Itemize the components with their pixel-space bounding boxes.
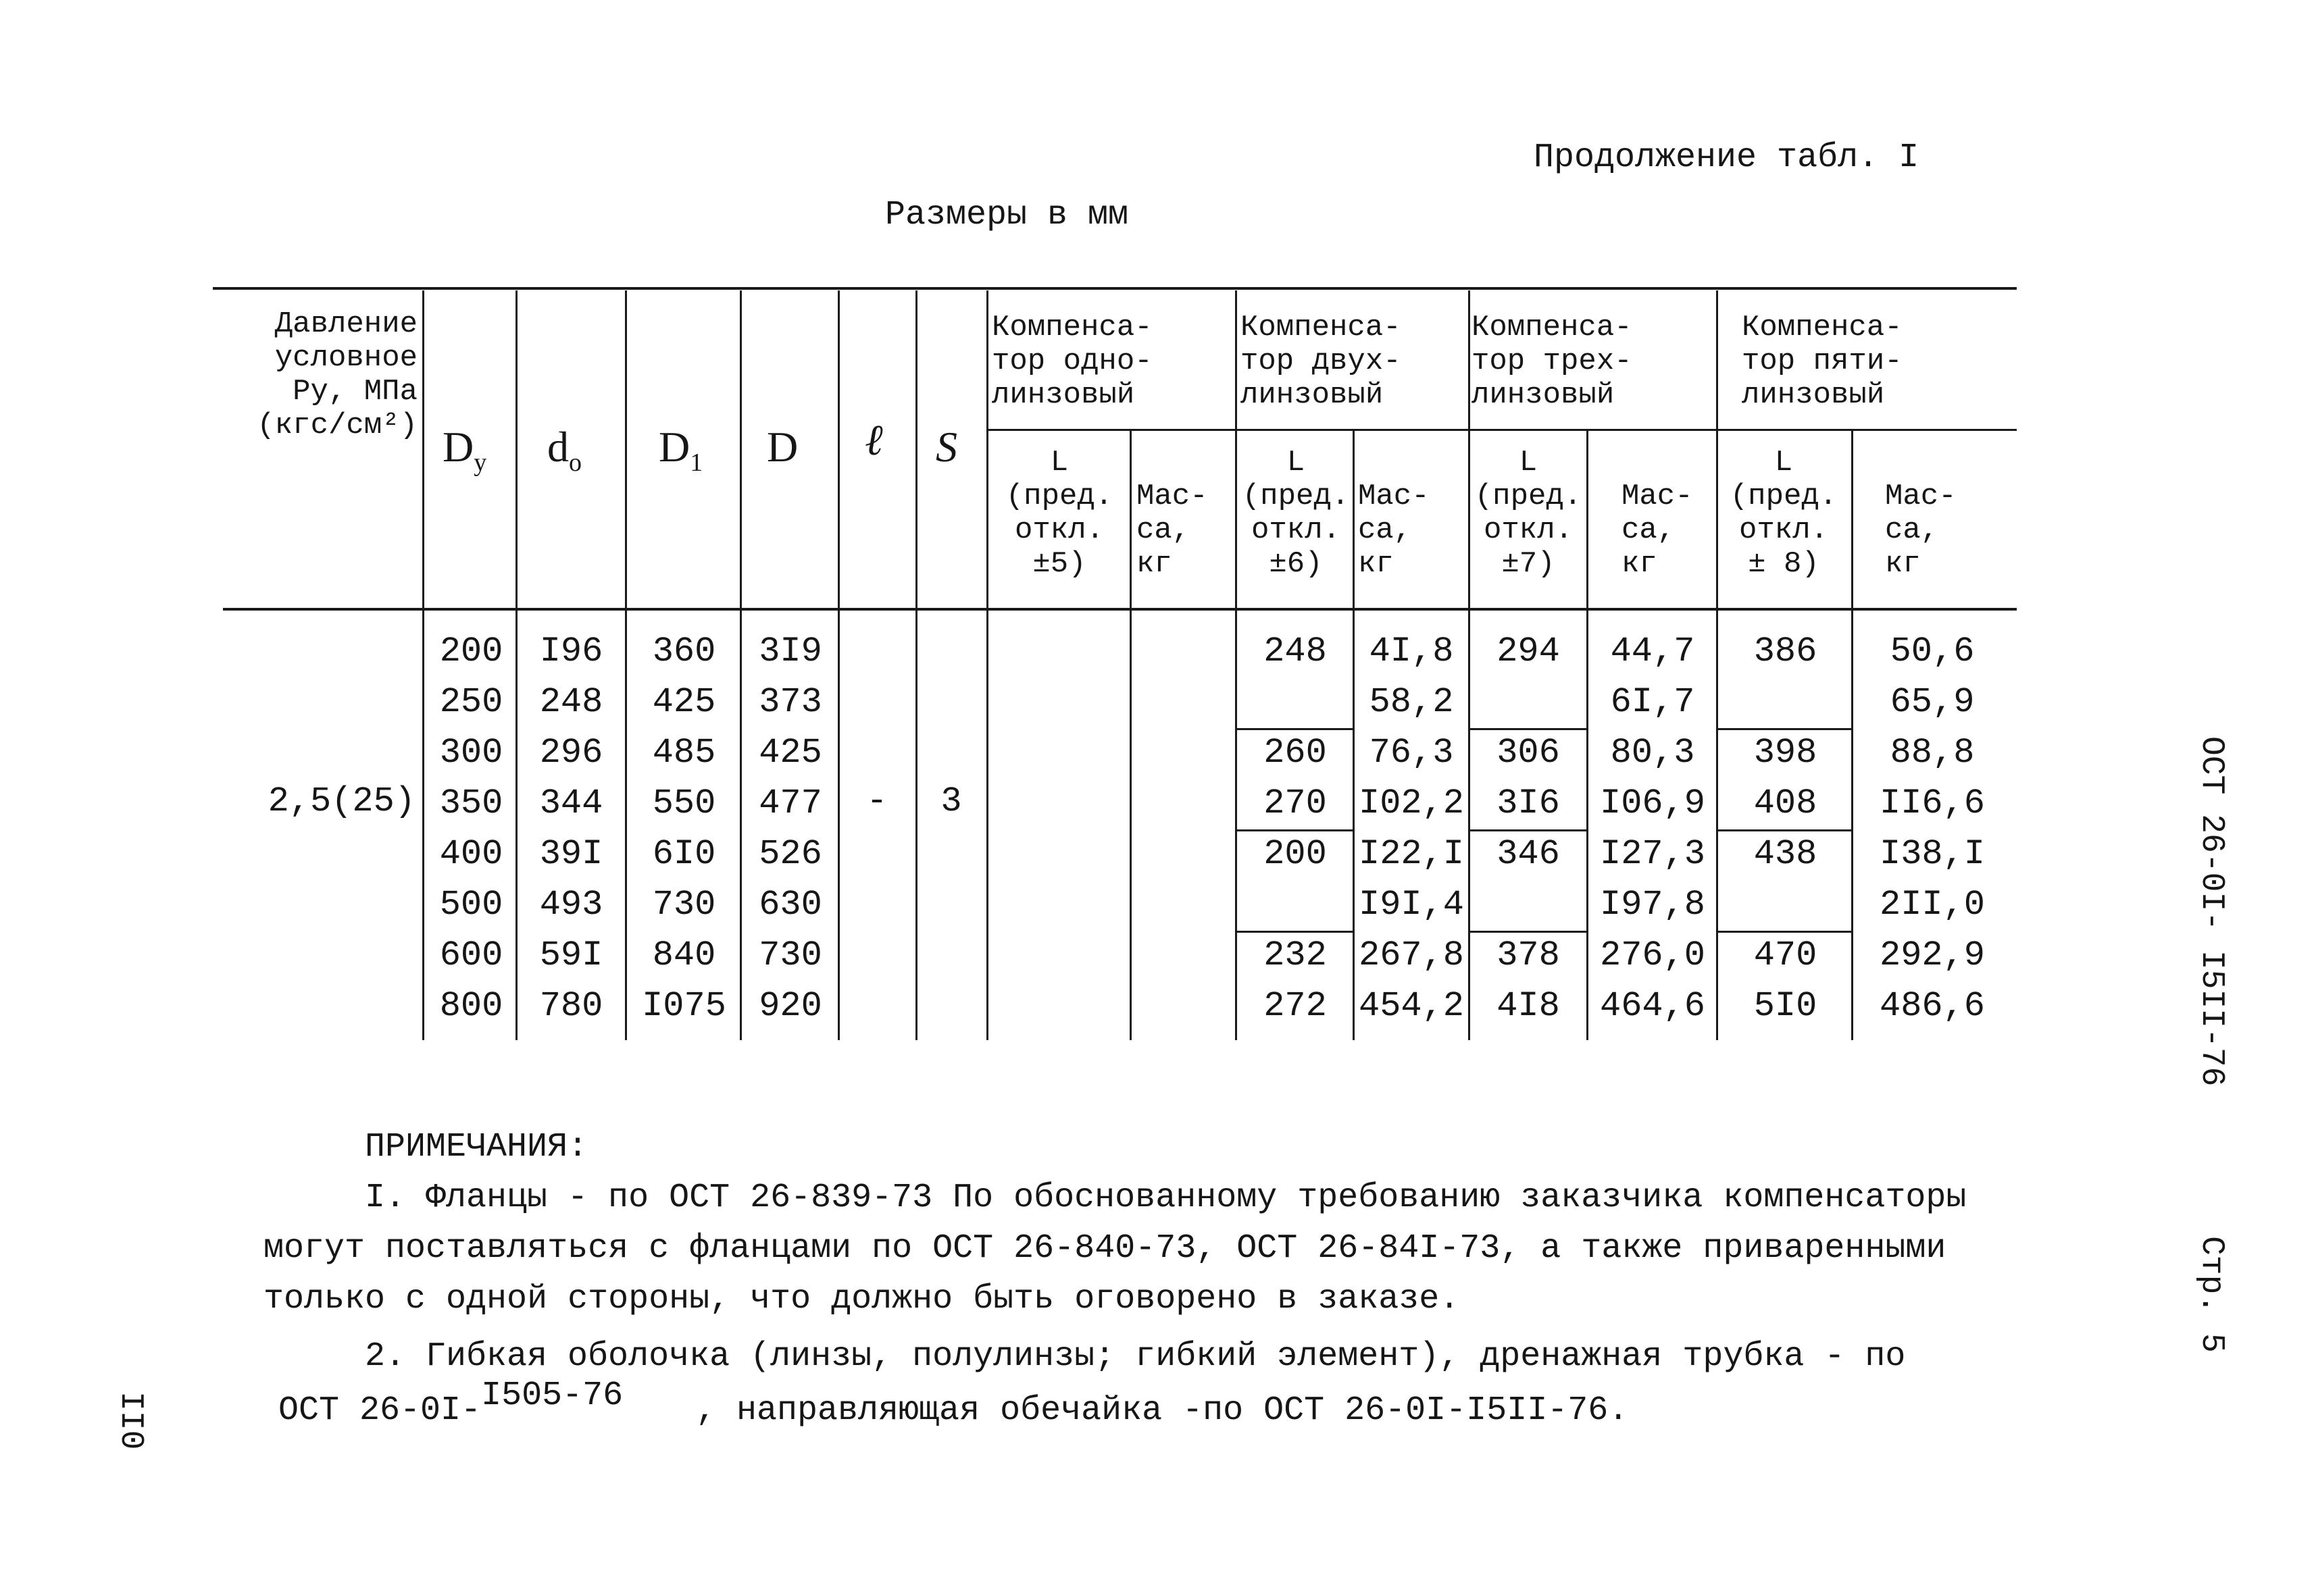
sub-mass-five: Мас- са, кг: [1885, 480, 1957, 581]
row-separator: [1716, 931, 1851, 933]
notes-title: ПРИМЕЧАНИЯ:: [365, 1128, 588, 1166]
subcol-divider: [1851, 431, 1853, 1040]
col-divider: [1235, 290, 1237, 1040]
table-cell-three-m: 80,3: [1610, 733, 1695, 773]
sheet-number-label: II0: [112, 1391, 149, 1450]
note-1-line-2: могут поставляться с фланцами по ОСТ 26-840-73, ОСТ 26-84I-73, а также приваренными: [263, 1229, 1946, 1268]
col-divider: [1468, 290, 1470, 1040]
table-cell-dy: 300: [439, 733, 503, 773]
col-divider: [740, 290, 742, 1040]
table-cell-d0: 344: [539, 783, 603, 823]
row-separator: [1235, 728, 1353, 730]
units-label: Размеры в мм: [885, 196, 1129, 234]
table-cell-d1: 730: [652, 885, 716, 925]
s-header: S: [936, 423, 957, 471]
table-cell-d0: I96: [539, 632, 603, 671]
table-cell-dy: 400: [439, 834, 503, 874]
table-cell-five-m: 65,9: [1890, 682, 1975, 722]
table-cell-three-m: 44,7: [1610, 632, 1695, 671]
row-separator: [1468, 728, 1586, 730]
table-cell-two-L: 260: [1263, 733, 1327, 773]
col-divider: [838, 290, 840, 1040]
subcol-divider: [1586, 431, 1588, 1040]
note-2-ref-sup: I505-76: [481, 1376, 624, 1415]
note-2-line-1: 2. Гибкая оболочка (линзы, полулинзы; гибкий элемент), дренажная трубка - по: [365, 1337, 1906, 1376]
row-separator: [1468, 931, 1586, 933]
table-cell-d1: I075: [642, 986, 726, 1026]
table-cell-dy: 250: [439, 682, 503, 722]
table-cell-three-m: 464,6: [1599, 986, 1706, 1026]
row-separator: [1468, 829, 1586, 831]
header-bottom-rule: [223, 608, 2017, 611]
table-cell-two-m: 58,2: [1369, 682, 1454, 722]
table-cell-d0: 780: [539, 986, 603, 1026]
table-cell-three-L: 3I6: [1496, 783, 1560, 823]
table-cell-three-m: 276,0: [1599, 935, 1706, 975]
table-cell-two-m: 454,2: [1358, 986, 1465, 1026]
table-cell-d: 425: [759, 733, 822, 773]
d-header: D: [767, 423, 799, 471]
table-cell-d: 920: [759, 986, 822, 1026]
table-top-rule: [213, 287, 2017, 290]
table-cell-d0: 59I: [539, 935, 603, 975]
group-three-lens: Компенса- тор трех- линзовый: [1472, 311, 1632, 412]
table-cell-two-m: 4I,8: [1369, 632, 1454, 671]
row-separator: [1235, 931, 1353, 933]
sub-mass-one: Мас- са, кг: [1136, 480, 1208, 581]
table-cell-three-L: 4I8: [1496, 986, 1560, 1026]
table-cell-five-m: I38,I: [1879, 834, 1986, 874]
col-divider: [915, 290, 917, 1040]
table-cell-two-m: 267,8: [1358, 935, 1465, 975]
table-cell-three-L: 346: [1496, 834, 1560, 874]
page-number-label: Стр. 5: [2193, 1236, 2230, 1353]
col-divider: [625, 290, 627, 1040]
table-cell-two-L: 248: [1263, 632, 1327, 671]
table-cell-two-L: 232: [1263, 935, 1327, 975]
table-cell-three-L: 294: [1496, 632, 1560, 671]
table-cell-five-L: 398: [1753, 733, 1817, 773]
sub-l-one: L (пред. откл. ±5): [1005, 446, 1113, 581]
pressure-value: 2,5(25): [268, 781, 416, 821]
note-2-ref-text: ОСТ 26-0I-: [278, 1391, 482, 1430]
table-cell-d: 526: [759, 834, 822, 874]
table-cell-dy: 500: [439, 885, 503, 925]
table-cell-three-m: 6I,7: [1610, 682, 1695, 722]
l-value: -: [866, 781, 888, 821]
table-cell-two-L: 270: [1263, 783, 1327, 823]
table-cell-d0: 493: [539, 885, 603, 925]
table-cell-dy: 800: [439, 986, 503, 1026]
group-two-lens: Компенса- тор двух- линзовый: [1240, 311, 1401, 412]
table-cell-d: 477: [759, 783, 822, 823]
table-cell-five-m: 486,6: [1879, 986, 1986, 1026]
table-cell-d1: 360: [652, 632, 716, 671]
table-cell-five-L: 408: [1753, 783, 1817, 823]
table-cell-five-m: II6,6: [1879, 783, 1986, 823]
table-cell-d1: 550: [652, 783, 716, 823]
table-cell-dy: 600: [439, 935, 503, 975]
table-cell-two-m: 76,3: [1369, 733, 1454, 773]
table-cell-three-m: I06,9: [1599, 783, 1706, 823]
table-cell-five-m: 50,6: [1890, 632, 1975, 671]
table-cell-five-m: 292,9: [1879, 935, 1986, 975]
table-cell-five-L: 5I0: [1753, 986, 1817, 1026]
continuation-label: Продолжение табл. I: [1534, 138, 1919, 177]
col-divider: [986, 290, 988, 1040]
table-cell-dy: 200: [439, 632, 503, 671]
table-cell-two-m: I02,2: [1358, 783, 1465, 823]
note-1-line-3: только с одной стороны, что должно быть оговорено в заказе.: [263, 1280, 1460, 1318]
table-cell-three-L: 378: [1496, 935, 1560, 975]
table-cell-d: 630: [759, 885, 822, 925]
table-cell-d: 3I9: [759, 632, 822, 671]
table-cell-two-L: 272: [1263, 986, 1327, 1026]
col-divider: [1716, 290, 1718, 1040]
dy-header: $D_у$: [443, 423, 487, 477]
row-separator: [1716, 728, 1851, 730]
group-five-lens: Компенса- тор пяти- линзовый: [1742, 311, 1903, 412]
col-divider: [422, 290, 424, 1040]
pressure-header: Давление условное Pу, МПа (кгс/см²): [257, 307, 418, 442]
sub-mass-two: Мас- са, кг: [1358, 480, 1430, 581]
table-cell-five-L: 470: [1753, 935, 1817, 975]
d0-header: $d_o$: [547, 423, 582, 477]
sub-l-three: L (пред. откл. ±7): [1474, 446, 1582, 581]
doc-code-label: ОСТ 26-0I- I5II-76: [2193, 736, 2230, 1087]
table-cell-five-L: 438: [1753, 834, 1817, 874]
l-header: ℓ: [865, 416, 883, 464]
s-value: 3: [940, 781, 962, 821]
table-cell-d1: 485: [652, 733, 716, 773]
table-cell-dy: 350: [439, 783, 503, 823]
subcol-divider: [1130, 431, 1132, 1040]
note-1-line-1: I. Фланцы - по ОСТ 26-839-73 По обоснованному требованию заказчика компенсаторы: [365, 1179, 1967, 1217]
table-cell-three-L: 306: [1496, 733, 1560, 773]
sub-l-five: L (пред. откл. ± 8): [1730, 446, 1838, 581]
table-cell-five-m: 88,8: [1890, 733, 1975, 773]
row-separator: [1716, 829, 1851, 831]
table-cell-d: 373: [759, 682, 822, 722]
table-cell-d1: 425: [652, 682, 716, 722]
sub-l-two: L (пред. откл. ±6): [1242, 446, 1350, 581]
table-cell-d1: 840: [652, 935, 716, 975]
table-cell-two-m: I9I,4: [1358, 885, 1465, 925]
table-cell-d: 730: [759, 935, 822, 975]
note-2-ref: [278, 1376, 624, 1430]
sub-mass-three: Мас- са, кг: [1621, 480, 1693, 581]
table-cell-d0: 296: [539, 733, 603, 773]
table-cell-d0: 39I: [539, 834, 603, 874]
d1-header: $D_1$: [659, 423, 703, 477]
table-cell-two-m: I22,I: [1358, 834, 1465, 874]
table-cell-two-L: 200: [1263, 834, 1327, 874]
row-separator: [1235, 829, 1353, 831]
group-one-lens: Компенса- тор одно- линзовый: [992, 311, 1153, 412]
table-cell-three-m: I97,8: [1599, 885, 1706, 925]
group-header-rule: [986, 429, 2017, 431]
table-cell-three-m: I27,3: [1599, 834, 1706, 874]
table-cell-five-L: 386: [1753, 632, 1817, 671]
note-2-line-2: , направляющая обечайка -по ОСТ 26-0I-I5II-76.: [696, 1391, 1629, 1430]
table-cell-d1: 6I0: [652, 834, 716, 874]
table-cell-five-m: 2II,0: [1879, 885, 1986, 925]
table-cell-d0: 248: [539, 682, 603, 722]
